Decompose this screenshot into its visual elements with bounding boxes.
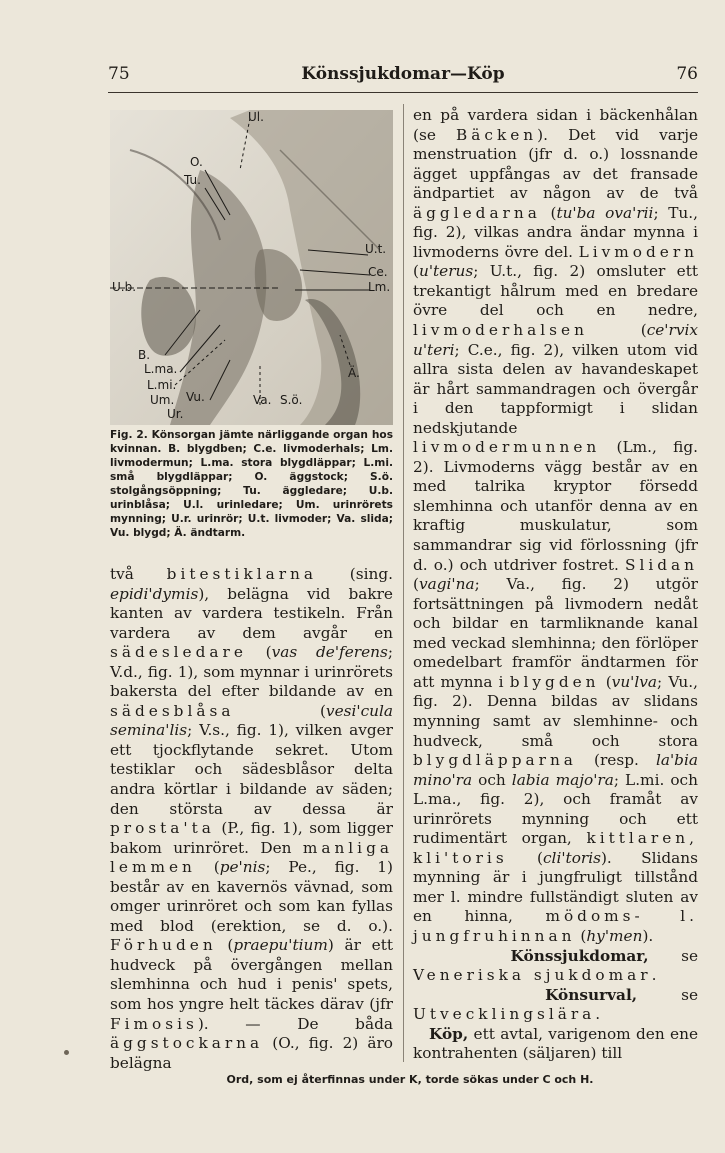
- text-run: (P., fig. 1), som ligger bakom urinröret. Den: [110, 819, 393, 857]
- term-kittlaren: kittlaren, kli'toris: [413, 829, 698, 867]
- term-modomshinna: mödoms- l. jungfruhinnan: [413, 907, 699, 945]
- text-run: ). Slidans mynning är i jungfruligt tillstånd mer l. mindre fullständigt sluten av en hinna,: [413, 848, 698, 926]
- term-forhuden: Förhuden: [110, 936, 217, 955]
- text-run: (: [216, 936, 234, 955]
- label-o: O.: [190, 155, 203, 169]
- label-ur: Ur.: [167, 407, 184, 421]
- entry-kop: [413, 1025, 698, 1064]
- text-run: (: [413, 575, 419, 594]
- entry-headword: Köp,: [429, 1024, 469, 1043]
- text-run: (: [507, 848, 543, 867]
- left-column-text: [110, 565, 393, 1073]
- latin-term: vu'lva: [611, 672, 658, 691]
- latin-term: hy'men: [586, 926, 643, 945]
- latin-term: pe'nis: [219, 858, 266, 877]
- term-prostata: prosta'ta: [110, 819, 215, 838]
- margin-mark: [64, 1050, 69, 1055]
- ref-fimosis: Fimosis: [110, 1014, 198, 1033]
- left-column: [110, 565, 393, 1073]
- text-run: (resp.: [576, 751, 656, 770]
- page-header: [108, 62, 698, 92]
- text-run: en på vardera sidan i bäckenhålan (se: [413, 106, 698, 144]
- text-run: (: [413, 262, 419, 281]
- text-run: (: [195, 858, 220, 877]
- text-run: ; V.s., fig. 1), vilken avger ett tjockflytande sekret. Utom testiklar och sädesblåsor delta andra körtlar i bildande av säden; den största av dessa är: [110, 721, 393, 818]
- latin-term: la'bia mino'ra: [413, 751, 698, 789]
- label-ul: Ul.: [248, 110, 264, 124]
- term-manliga-lemmen: manliga lemmen: [110, 838, 393, 877]
- text-run: ; Pe., fig. 1) består av en kavernös vävnad, som omger urinröret och som kan fyllas med blod (erektion, se d. o.).: [110, 858, 393, 935]
- term-sadesblasa: sädesblåsa: [110, 701, 235, 720]
- label-so: S.ö.: [280, 393, 303, 407]
- text-run: (: [575, 926, 587, 945]
- entry-konssjukdomar: [413, 947, 698, 986]
- label-ub: U.b.: [112, 280, 137, 294]
- page-number-left: 75: [108, 64, 130, 84]
- text-run: ; Tu., fig. 2), vilkas andra ändar mynna i livmoderns övre del.: [413, 203, 698, 261]
- text-run: se: [637, 985, 698, 1004]
- label-lm: Lm.: [368, 280, 391, 294]
- latin-term: vas de'ferens: [271, 643, 388, 662]
- text-run: ; V.d., fig. 1), som mynnar i urinrörets bakersta del efter bildande av en: [110, 643, 393, 701]
- text-run: två: [110, 565, 167, 583]
- label-tu: Tu.: [184, 173, 201, 187]
- term-aggstockarna: äggstockarna: [110, 1034, 264, 1053]
- text-run: ).: [642, 926, 654, 945]
- latin-term: vesi'cula semina'lis: [110, 701, 393, 740]
- entry-headword: Könssjukdomar,: [510, 946, 649, 965]
- latin-term: ce'rvix u'teri: [413, 321, 698, 359]
- label-lma: L.ma.: [144, 362, 178, 376]
- term-slidan: Slidan: [624, 555, 698, 574]
- label-lmi: L.mi.: [147, 378, 177, 392]
- text-run: (: [246, 643, 272, 662]
- text-run: ; Vu., fig. 2). Denna bildas av slidans mynning samt av slemhinne- och hudveck, små och stora: [413, 672, 698, 750]
- term-livmodermunnen: livmodermunnen: [413, 438, 601, 457]
- anatomical-figure: [110, 110, 393, 425]
- text-run: ; U.t., fig. 2) omsluter ett trekantigt hålrum med en bredare övre del och en nedre,: [413, 262, 698, 320]
- text-run: (sing.: [317, 565, 393, 583]
- page-number-right: 76: [676, 64, 698, 84]
- header-rule: [108, 92, 698, 93]
- latin-term: praepu'tium: [233, 936, 328, 955]
- text-run: ). Det vid varje menstruation (jfr d. o.) lossnande ägget uppfångas av det fransade ändpartiet av någon av de två: [413, 125, 699, 203]
- label-ce: Ce.: [368, 265, 388, 279]
- entry-konsurval: [413, 986, 698, 1025]
- term-sadesledare: sädesledare: [110, 643, 247, 662]
- text-run: ; Va., fig. 2) utgör fortsättningen på livmodern nedåt och bildar en tarmliknande kanal med veckad slemhinna; den förlöper omedelbart framför ändtarmen för att mynna i: [413, 575, 698, 691]
- text-run: se: [648, 946, 698, 965]
- text-run: (: [587, 321, 647, 340]
- label-vu: Vu.: [186, 390, 205, 404]
- text-run: ), belägna vid bakre kanten av vardera testikeln. Från vardera av dem avgår en: [110, 584, 393, 642]
- text-run: .: [651, 966, 657, 985]
- text-run: ) är ett hudveck på övergången mellan slemhinna och hud i penis' spets, som hos yngre helt täckes därav (jfr: [110, 936, 393, 1014]
- ref-veneriska-sjukdomar: Veneriska sjukdomar: [413, 966, 652, 985]
- label-va: Va.: [253, 393, 272, 407]
- text-run: och: [472, 770, 512, 789]
- latin-term: vagi'na: [418, 575, 475, 594]
- term-bitestiklarna: bitestiklarna: [166, 565, 318, 583]
- label-ut: U.t.: [365, 242, 387, 256]
- text-run: .: [595, 1005, 601, 1024]
- figure-caption: Fig. 2. Könsorgan jämte närliggande organ hos kvinnan. B. blygdben; C.e. livmoderhals; Lm. livmodermun; L.ma. stora blygdläppar; L.mi. små blygdläppar; O. äggstock; S.ö. stolgångsöppning; Tu. äggledare; U.b. urinblåsa; U.l. urinledare; Um. urinrörets mynning; U.r. urinrör; U.t. livmoder; Va. slida; Vu. blygd; Ä. ändtarm.: [110, 429, 393, 539]
- ref-backen: Bäcken: [456, 125, 538, 144]
- entry-headword: Könsurval,: [545, 985, 638, 1004]
- latin-term: cli'toris: [542, 848, 601, 867]
- term-blygdlapparna: blygdläpparna: [413, 751, 577, 770]
- text-run: (O., fig. 2) äro belägna: [110, 1034, 393, 1072]
- text-run: (: [540, 203, 557, 222]
- term-livmodern: Livmodern: [578, 242, 698, 261]
- latin-term: epidi'dymis: [110, 584, 199, 603]
- label-a: Ä.: [348, 366, 360, 380]
- text-run: ett avtal, varigenom den ene kontrahenten (säljaren) till: [413, 1024, 698, 1063]
- column-rule: [403, 104, 404, 1062]
- term-blygden: blygden: [509, 672, 600, 691]
- footer-note: Ord, som ej återfinnas under K, torde sökas under C och H.: [226, 1073, 594, 1086]
- right-column: [413, 106, 698, 1064]
- label-um: Um.: [150, 393, 175, 407]
- text-run: ). — De båda: [197, 1014, 393, 1033]
- latin-term: tu'ba ova'rii: [556, 203, 654, 222]
- term-livmoderhalsen: livmoderhalsen: [413, 321, 588, 340]
- text-run: (: [599, 672, 612, 691]
- text-run: (: [234, 701, 326, 720]
- label-b: B.: [138, 348, 151, 362]
- text-run: ; C.e., fig. 2), vilken utom vid allra sista delen av havandeskapet är hårt sammandragen och övergår i den tappformigt i slidan nedskjutande: [413, 340, 698, 437]
- running-title: Könssjukdomar—Köp: [301, 64, 505, 84]
- right-column-text: [413, 106, 698, 947]
- term-aggledarna: äggledarna: [413, 203, 541, 222]
- latin-term: u'terus: [418, 262, 474, 281]
- text-run: (Lm., fig. 2). Livmoderns vägg består av en med talrika kryptor försedd slemhinna och utanför denna av en kraftig muskulatur, som sammandrar sig vid förlossning (jfr d. o.) och utdriver fostret.: [413, 438, 698, 574]
- latin-term: labia majo'ra: [511, 770, 614, 789]
- text-run: ; L.mi. och L.ma., fig. 2), och framåt av urinrörets mynning och ett rudimentärt organ,: [413, 770, 698, 848]
- ref-utvecklingslara: Utvecklingslära: [413, 1005, 596, 1024]
